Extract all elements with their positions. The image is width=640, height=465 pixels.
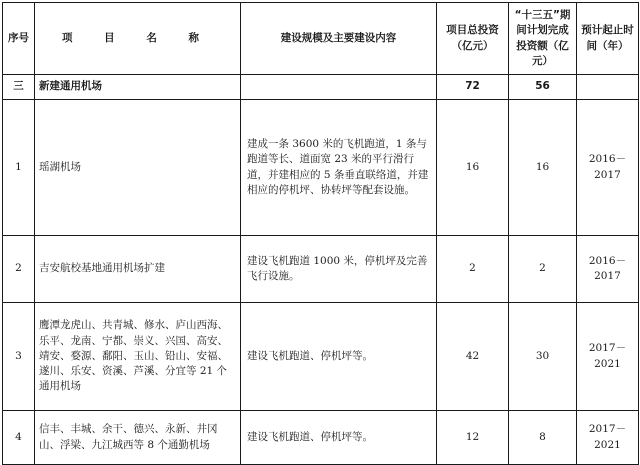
row-plan-investment: 8 <box>509 411 577 465</box>
row-plan-investment: 30 <box>509 303 577 411</box>
table-row <box>3 411 639 465</box>
section-period <box>577 75 639 100</box>
header-content: 建设规模及主要建设内容 <box>241 3 437 75</box>
row-content: 建成一条 3600 米的飞机跑道，1 条与跑道等长、道面宽 23 米的平行滑行道，并建相应的 5 条垂直联络道，并建相应的停机坪、协转坪等配套设施。 <box>241 100 437 236</box>
header-total-investment: 项目总投资（亿元） <box>437 3 509 75</box>
row-total-investment: 2 <box>437 236 509 303</box>
investment-table <box>2 2 639 465</box>
section-content <box>241 75 437 100</box>
row-index: 1 <box>3 100 35 236</box>
table-row <box>3 100 639 236</box>
row-period: 2017－2021 <box>577 411 639 465</box>
row-name: 吉安航校基地通用机场扩建 <box>35 236 241 303</box>
section-name: 新建通用机场 <box>35 75 241 100</box>
row-plan-investment: 2 <box>509 236 577 303</box>
section-plan-investment: 56 <box>509 75 577 100</box>
header-period: 预计起止时间（年） <box>577 3 639 75</box>
table-row <box>3 236 639 303</box>
row-content: 建设飞机跑道、停机坪等。 <box>241 303 437 411</box>
row-plan-investment: 16 <box>509 100 577 236</box>
row-total-investment: 16 <box>437 100 509 236</box>
row-name: 信丰、丰城、余干、德兴、永新、井冈山、浮梁、九江城西等 8 个通勤机场 <box>35 411 241 465</box>
header-row <box>3 3 639 75</box>
section-total-investment: 72 <box>437 75 509 100</box>
row-period: 2016－2017 <box>577 236 639 303</box>
row-index: 4 <box>3 411 35 465</box>
row-name: 瑶湖机场 <box>35 100 241 236</box>
row-content: 建设飞机跑道、停机坪等。 <box>241 411 437 465</box>
header-plan-investment: “十三五”期间计划完成投资额（亿元） <box>509 3 577 75</box>
row-name: 鹰潭龙虎山、共青城、修水、庐山西海、乐平、龙南、宁都、崇义、兴国、高安、靖安、婺源、鄱阳、玉山、铅山、安福、遂川、乐安、资溪、芦溪、分宜等 21 个通用机场 <box>35 303 241 411</box>
table-row <box>3 303 639 411</box>
row-period: 2017－2021 <box>577 303 639 411</box>
section-index: 三 <box>3 75 35 100</box>
row-content: 建设飞机跑道 1000 米，停机坪及完善飞行设施。 <box>241 236 437 303</box>
row-total-investment: 12 <box>437 411 509 465</box>
row-index: 2 <box>3 236 35 303</box>
row-index: 3 <box>3 303 35 411</box>
header-name: 项 目 名 称 <box>35 3 241 75</box>
row-period: 2016－2017 <box>577 100 639 236</box>
section-row <box>3 75 639 100</box>
row-total-investment: 42 <box>437 303 509 411</box>
header-index: 序号 <box>3 3 35 75</box>
